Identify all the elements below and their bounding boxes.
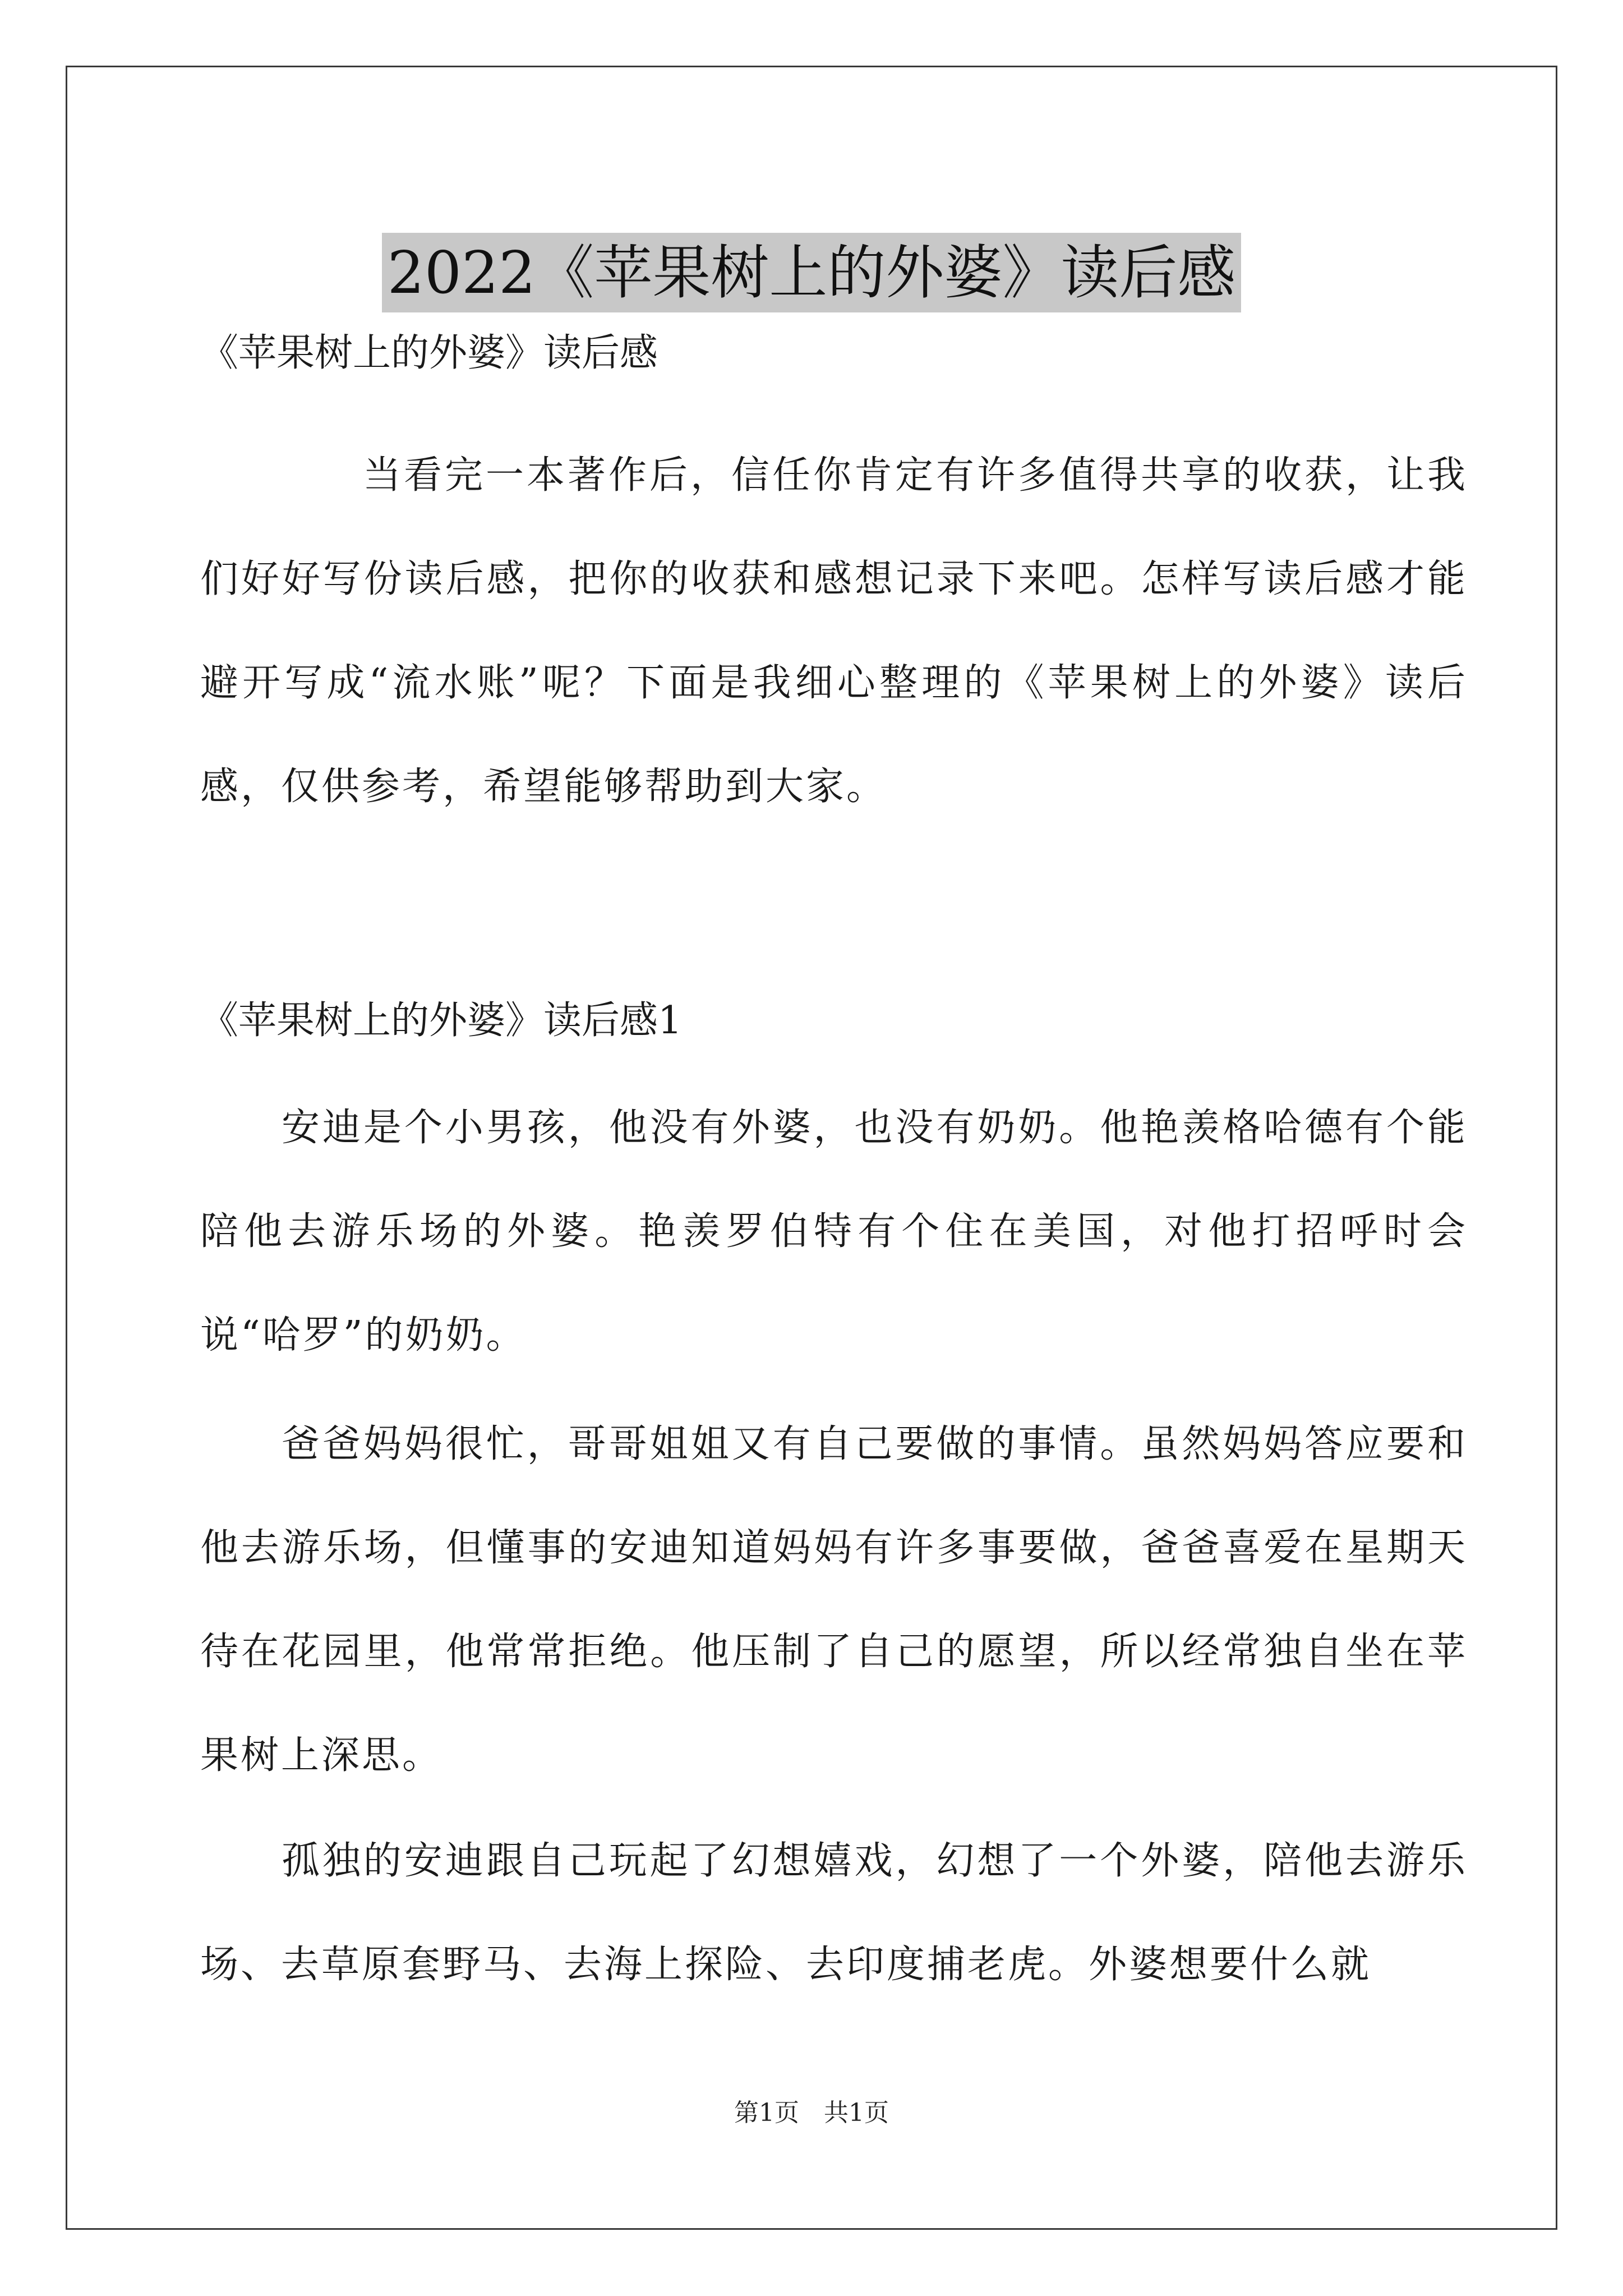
intro-paragraph: 当看完一本著作后，信任你肯定有许多值得共享的收获，让我们好好写份读后感，把你的收获和感想记录下来吧。怎样写读后感才能避开写成“流水账”呢？下面是我细心整理的《苹果树上的外婆》读后感，仅供参考，希望能够帮助到大家。: [200, 453, 1468, 809]
body-paragraph-3: 孤独的安迪跟自己玩起了幻想嬉戏，幻想了一个外婆，陪他去游乐场、去草原套野马、去海上探险、去印度捕老虎。外婆想要什么就: [200, 1839, 1468, 1987]
page-footer: 第1页 共1页: [734, 2099, 889, 2127]
body-paragraph-1: 安迪是个小男孩，他没有外婆，也没有奶奶。他艳羡格哈德有个能陪他去游乐场的外婆。艳羡罗伯特有个住在美国，对他打招呼时会说“哈罗”的奶奶。: [200, 1106, 1468, 1358]
section-heading: 《苹果树上的外婆》读后感1: [200, 999, 683, 1043]
document-title: 2022《苹果树上的外婆》读后感: [382, 233, 1242, 312]
body-paragraph-2: 爸爸妈妈很忙，哥哥姐姐又有自己要做的事情。虽然妈妈答应要和他去游乐场，但懂事的安迪知道妈妈有许多事要做，爸爸喜爱在星期天待在花园里，他常常拒绝。他压制了自己的愿望，所以经常独自坐在苹果树上深思。: [200, 1422, 1468, 1778]
document-subtitle: 《苹果树上的外婆》读后感: [200, 331, 658, 375]
